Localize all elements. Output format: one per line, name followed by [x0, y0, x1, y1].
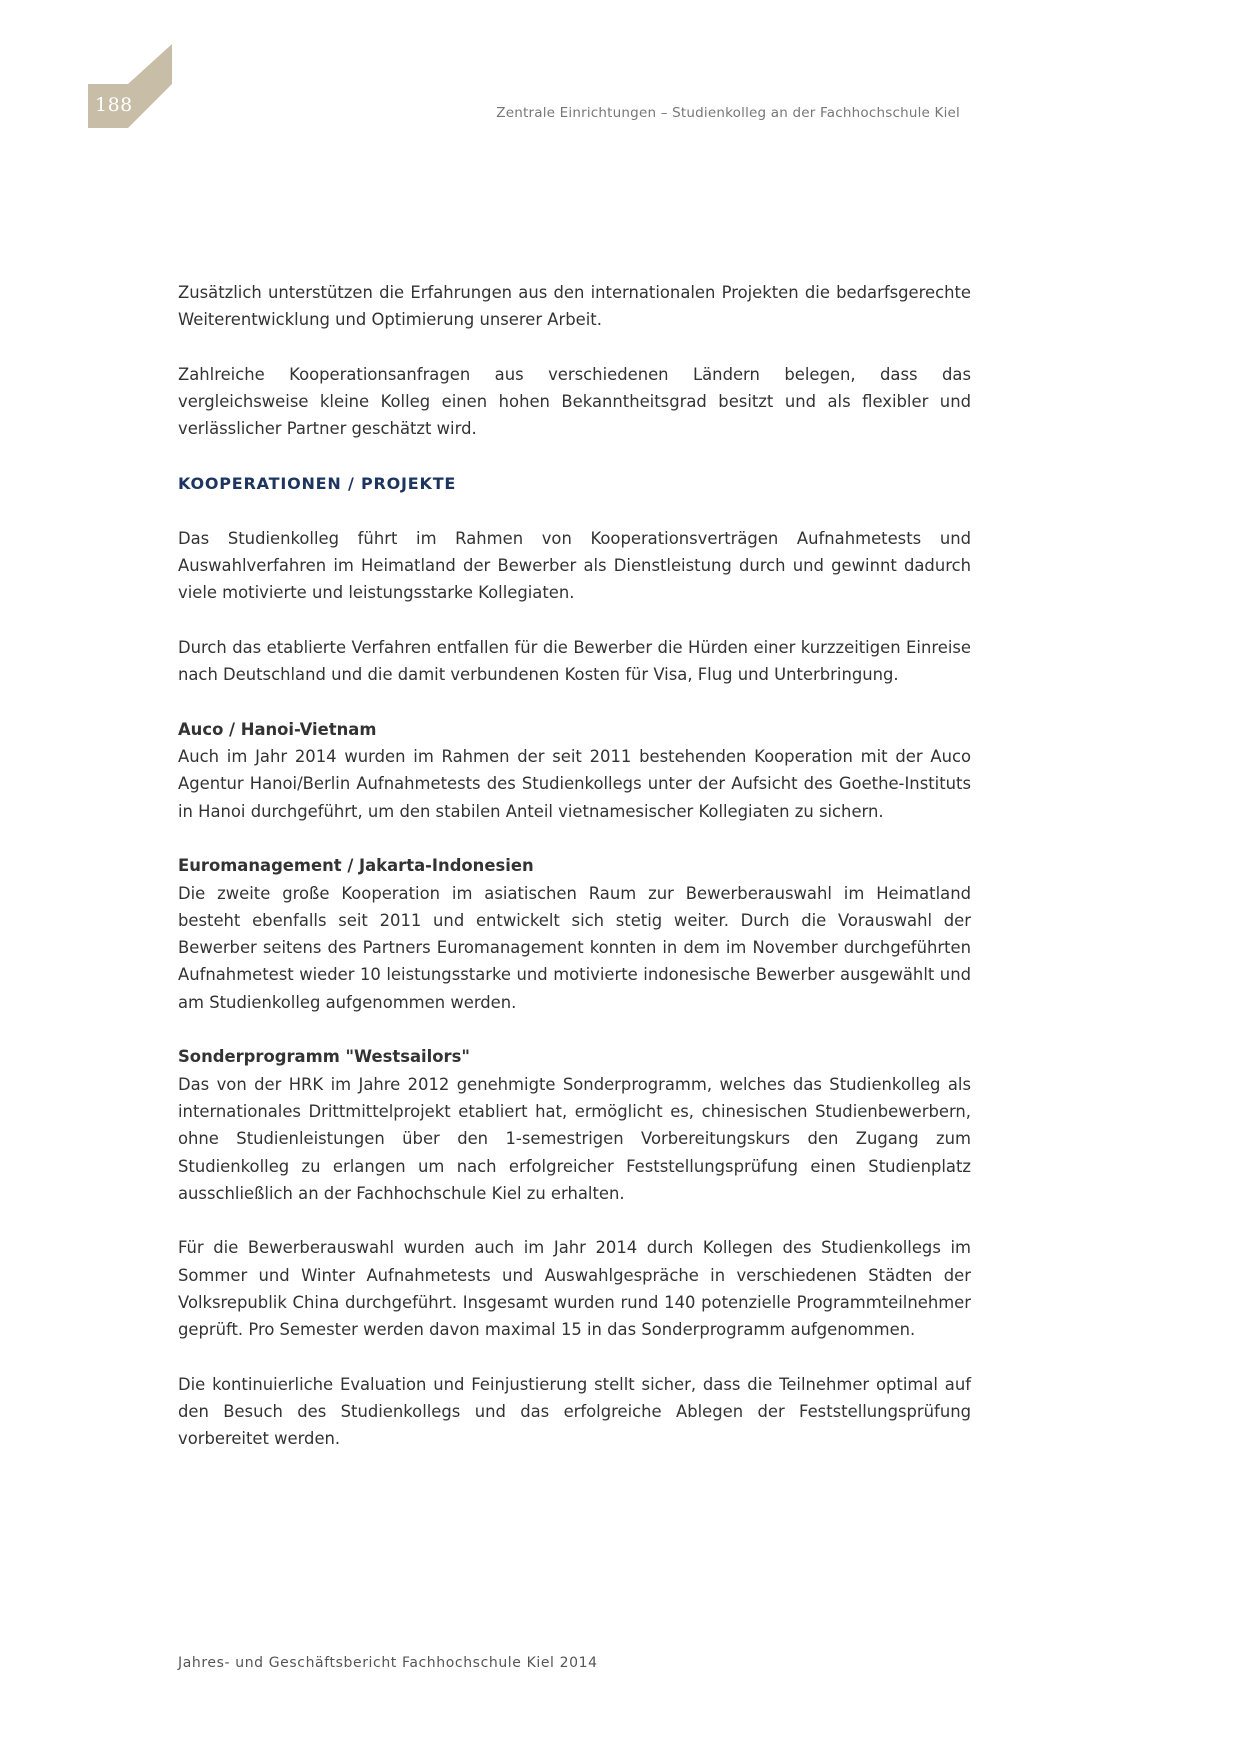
section-paragraph: Das Studienkolleg führt im Rahmen von Kooperationsverträgen Aufnahmetests und Auswahlverfahren im Heimatland der Bewerber als Dienstleistung durch und gewinnt dadurch viele motivierte und leistungsstarke Kollegiaten. — [178, 528, 971, 603]
section-paragraph: Durch das etablierte Verfahren entfallen für die Bewerber die Hürden einer kurzzeitigen Einreise nach Deutschland und die damit verbundenen Kosten für Visa, Flug und Unterbringung. — [178, 637, 971, 685]
page-number: 188 — [95, 94, 133, 116]
project-block — [178, 1043, 971, 1207]
intro-paragraph: Zusätzlich unterstützen die Erfahrungen aus den internationalen Projekten die bedarfsgerechte Weiterentwicklung und Optimierung unserer Arbeit. — [178, 283, 971, 330]
running-header: Zentrale Einrichtungen – Studienkolleg an der Fachhochschule Kiel — [496, 105, 960, 121]
project-title: Euromanagement / Jakarta-Indonesien — [178, 856, 534, 876]
intro-paragraph: Zahlreiche Kooperationsanfragen aus verschiedenen Ländern belegen, dass das vergleichsweise kleine Kolleg einen hohen Bekanntheitsgrad besitzt und als flexibler und verlässlicher Partner geschätzt wird. — [178, 364, 971, 439]
project-text: Auch im Jahr 2014 wurden im Rahmen der seit 2011 bestehenden Kooperation mit der Auco Agentur Hanoi/Berlin Aufnahmetests des Studienkollegs unter der Aufsicht des Goethe-Instituts in Hanoi durchgeführt, um den stabilen Anteil vietnamesischer Kollegiaten zu sichern. — [178, 747, 971, 821]
project-text: Das von der HRK im Jahre 2012 genehmigte Sonderprogramm, welches das Studienkolleg als internationales Drittmittelprojekt etabliert hat, ermöglicht es, chinesischen Studienbewerbern, ohne Studienleistungen über den 1-semestrigen Vorbereitungskurs den Zugang zum Studienkolleg zu erlangen um nach erfolgreicher Feststellungsprüfung einen Studienplatz ausschließlich an der Fachhochschule Kiel zu erhalten. — [178, 1074, 971, 1203]
page-footer: Jahres- und Geschäftsbericht Fachhochschule Kiel 2014 — [178, 1655, 598, 1671]
project-block — [178, 716, 971, 825]
project-block — [178, 852, 971, 1016]
section-heading: KOOPERATIONEN / PROJEKTE — [178, 474, 457, 494]
project-text: Die zweite große Kooperation im asiatischen Raum zur Bewerberauswahl im Heimatland besteht ebenfalls seit 2011 und entwickelt sich stetig weiter. Durch die Vorauswahl der Bewerber seitens des Partners Euromanagement konnten in dem im November durchgeführten Aufnahmetest wieder 10 leistungsstarke und motivierte indonesische Bewerber ausgewählt und am Studienkolleg aufgenommen werden. — [178, 883, 971, 1012]
closing-paragraph: Die kontinuierliche Evaluation und Feinjustierung stellt sicher, dass die Teilnehmer optimal auf den Besuch des Studienkollegs und das erfolgreiche Ablegen der Feststellungsprüfung vorbereitet werden. — [178, 1374, 971, 1449]
project-title: Auco / Hanoi-Vietnam — [178, 719, 377, 739]
project-title: Sonderprogramm "Westsailors" — [178, 1047, 470, 1067]
main-content — [178, 279, 971, 1480]
closing-paragraph: Für die Bewerberauswahl wurden auch im Jahr 2014 durch Kollegen des Studienkollegs im Sommer und Winter Aufnahmetests und Auswahlgespräche in verschiedenen Städten der Volksrepublik China durchgeführt. Insgesamt wurden rund 140 potenzielle Programmteilnehmer geprüft. Pro Semester werden davon maximal 15 in das Sonderprogramm aufgenommen. — [178, 1238, 971, 1340]
